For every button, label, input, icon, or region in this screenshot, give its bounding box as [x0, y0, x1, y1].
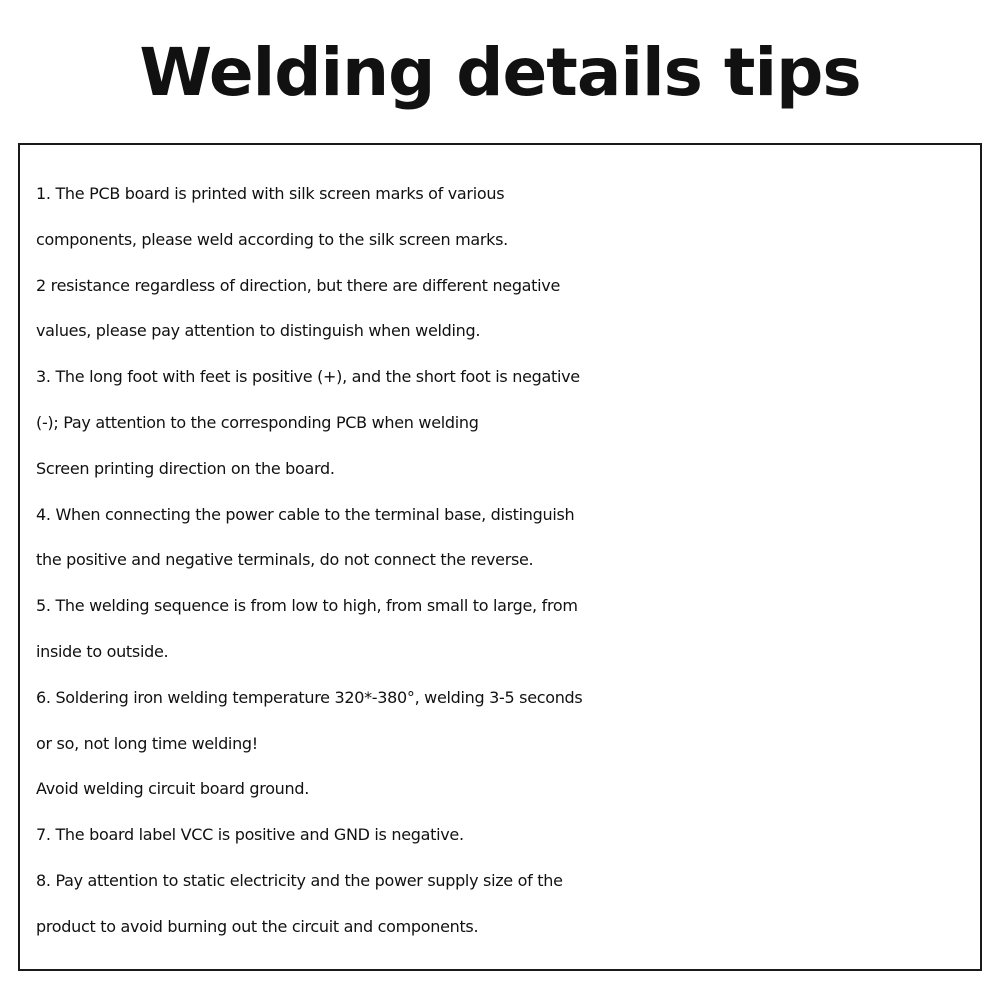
tip-line: product to avoid burning out the circuit and components. — [36, 916, 479, 936]
page-title: Welding details tips — [139, 34, 861, 111]
tip-line: or so, not long time welding! — [36, 733, 258, 753]
tip-line: 6. Soldering iron welding temperature 320*-380°, welding 3-5 seconds — [36, 687, 583, 707]
tip-line: 2 resistance regardless of direction, but there are different negative — [36, 275, 561, 295]
tip-line: 8. Pay attention to static electricity and the power supply size of the — [36, 870, 563, 890]
tips-box — [18, 143, 982, 971]
tip-line: inside to outside. — [36, 641, 169, 661]
tip-line: components, please weld according to the silk screen marks. — [36, 229, 508, 249]
tip-line: Avoid welding circuit board ground. — [36, 779, 310, 799]
tip-line: the positive and negative terminals, do not connect the reverse. — [36, 550, 534, 570]
tips-list — [36, 171, 976, 950]
tip-line: 3. The long foot with feet is positive (+), and the short foot is negative — [36, 367, 580, 387]
tip-line: 4. When connecting the power cable to the terminal base, distinguish — [36, 504, 575, 524]
tip-line: (-); Pay attention to the corresponding PCB when welding — [36, 412, 479, 432]
tip-line: Screen printing direction on the board. — [36, 458, 335, 478]
tip-line: 7. The board label VCC is positive and GND is negative. — [36, 825, 464, 845]
tip-line: 5. The welding sequence is from low to high, from small to large, from — [36, 596, 578, 616]
tip-line: values, please pay attention to distinguish when welding. — [36, 321, 481, 341]
tip-line: 1. The PCB board is printed with silk screen marks of various — [36, 184, 505, 203]
